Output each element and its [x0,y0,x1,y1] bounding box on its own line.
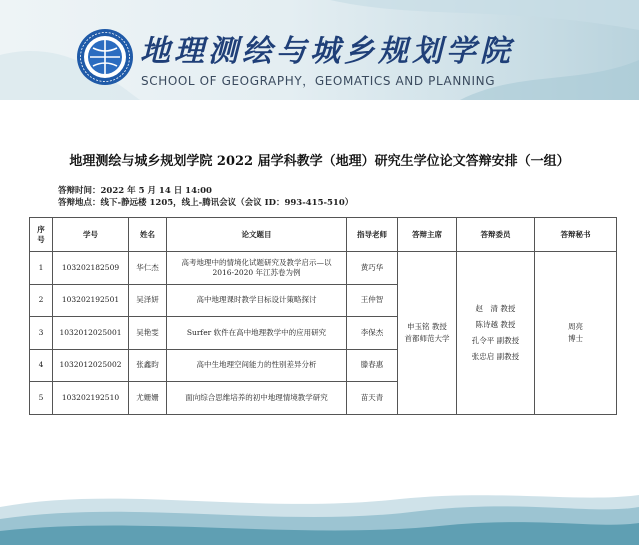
member-item: 赵 清 教授 [475,303,516,313]
row-seq: 3 [30,317,53,350]
member-item: 孔令平 副教授 [471,335,520,345]
row-topic: 高中地理课时教学目标设计策略探讨 [167,284,347,317]
chair-cell [398,252,457,415]
header-chair: 答辩主席 [398,218,457,252]
header-name: 姓名 [129,218,167,252]
defense-time: 答辩时间：2022 年 5 月 14 日 14:00 [58,186,212,196]
member-item: 陈诗越 教授 [475,319,516,329]
row-topic: 高中生地理空间能力的性别差异分析 [167,349,347,382]
header-student-id: 学号 [53,218,129,252]
row-student-id: 1032012025001 [53,317,129,350]
row-student-id: 103202182509 [53,252,129,285]
secretary-title: 博士 [568,333,583,343]
header-banner [0,0,639,100]
row-name: 华仁杰 [129,252,167,285]
row-seq: 4 [30,349,53,382]
row-topic: 面向综合思维培养的初中地理情境教学研究 [167,382,347,415]
row-advisor: 黄巧华 [347,252,398,285]
chair-affiliation: 首都师范大学 [404,333,450,343]
row-advisor: 李保杰 [347,317,398,350]
row-student-id: 103202192510 [53,382,129,415]
university-logo [76,28,134,86]
member-item: 张忠启 副教授 [471,351,520,361]
row-seq: 5 [30,382,53,415]
footer-wave-decoration [0,485,639,545]
secretary-cell [535,252,617,415]
row-name: 吴泽妍 [129,284,167,317]
header-advisor: 指导老师 [347,218,398,252]
row-advisor: 苗天青 [347,382,398,415]
school-name-en: SCHOOL OF GEOGRAPHY，GEOMATICS AND PLANNING [141,74,496,88]
row-name: 张鑫昀 [129,349,167,382]
row-seq: 1 [30,252,53,285]
row-student-id: 103202192501 [53,284,129,317]
table-row [30,252,617,285]
row-name: 尤姗姗 [129,382,167,415]
school-name-cn: 地理测绘与城乡规划学院 [140,34,514,69]
row-student-id: 1032012025002 [53,349,129,382]
members-cell [457,252,535,415]
header-members: 答辩委员 [457,218,535,252]
row-advisor: 滕春惠 [347,349,398,382]
secretary-name: 周亮 [568,321,583,331]
chair-name: 申玉铭 教授 [407,321,447,331]
row-topic: Surfer 软件在高中地理教学中的应用研究 [167,317,347,350]
header-secretary: 答辩秘书 [535,218,617,252]
defense-place: 答辩地点：线下-静远楼 1205，线上-腾讯会议（会议 ID：993-415-510） [58,198,354,208]
row-advisor: 王仲智 [347,284,398,317]
row-topic: 高考地理中的情境化试题研究及教学启示—以 2016-2020 年江苏卷为例 [167,252,347,285]
header-seq: 序号 [30,218,53,252]
table-header-row [30,218,617,252]
header-topic: 论文题目 [167,218,347,252]
document-title: 地理测绘与城乡规划学院 2022 届学科教学（地理）研究生学位论文答辩安排（一组） [69,154,570,169]
defense-schedule-table [29,217,617,415]
row-seq: 2 [30,284,53,317]
row-name: 吴艳雯 [129,317,167,350]
